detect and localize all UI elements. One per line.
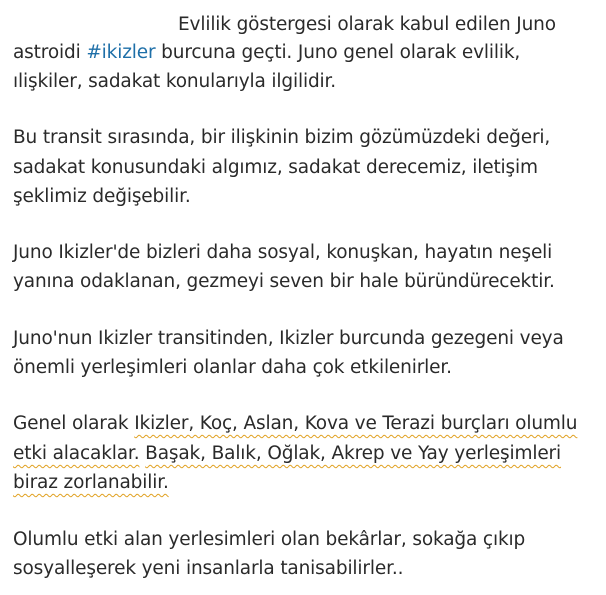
text-line [13,441,561,467]
text-line [13,40,520,66]
text-line [13,326,564,352]
spellcheck-flagged-text[interactable]: etki alacaklar. [13,443,140,464]
text-segment: ılişkiler, sadakat konularıyla ilgilidir. [13,71,337,92]
text-segment: Evlilik göstergesi olarak kabul edilen Juno [178,14,556,35]
text-segment: Juno'nun Ikizler transitinden, Ikizler burcunda gezegeni veya [13,328,564,349]
hashtag-link[interactable]: #ikizler [86,42,156,63]
text-line [13,527,525,553]
text-line [178,12,556,38]
spellcheck-flagged-text[interactable]: biraz zorlanabilir. [13,472,169,493]
text-segment: Olumlu etki alan yerlesimleri olan bekârlar, sokağa çıkıp [13,529,526,550]
text-line [13,240,552,266]
text-line [13,69,336,95]
text-segment: yanına odaklanan, gezmeyi seven bir hale büründürecektir. [13,271,555,292]
text-line [13,355,452,381]
text-line [13,184,191,210]
text-line [13,269,555,295]
text-segment: sosyalleşerek yeni insanlarla tanisabilirler.. [13,558,404,579]
text-line [13,125,550,151]
text-line [13,470,169,496]
text-segment: Bu transit sırasında, bir ilişkinin bizim gözümüzdeki değeri, [13,127,551,148]
text-line [13,155,538,181]
text-segment: Juno Ikizler'de bizleri daha sosyal, konuşkan, hayatın neşeli [13,242,553,263]
spellcheck-flagged-text[interactable]: Ikizler, Koç, Aslan, Kova ve Terazi burçları olumlu [134,413,578,434]
text-segment: astroidi [13,42,87,63]
spellcheck-flagged-text[interactable]: Başak, Balık, Oğlak, Akrep ve Yay yerleşimleri [145,443,562,464]
text-segment: şeklimiz değişebilir. [13,186,191,207]
text-segment: burcuna geçti. Juno genel olarak evlilik, [155,42,521,63]
text-line [13,556,403,582]
text-line [13,411,577,437]
text-segment: Genel olarak [13,413,135,434]
text-segment: sadakat konusundaki algımız, sadakat derecemiz, iletişim [13,157,538,178]
text-segment: önemli yerleşimleri olanlar daha çok etkilenirler. [13,357,452,378]
